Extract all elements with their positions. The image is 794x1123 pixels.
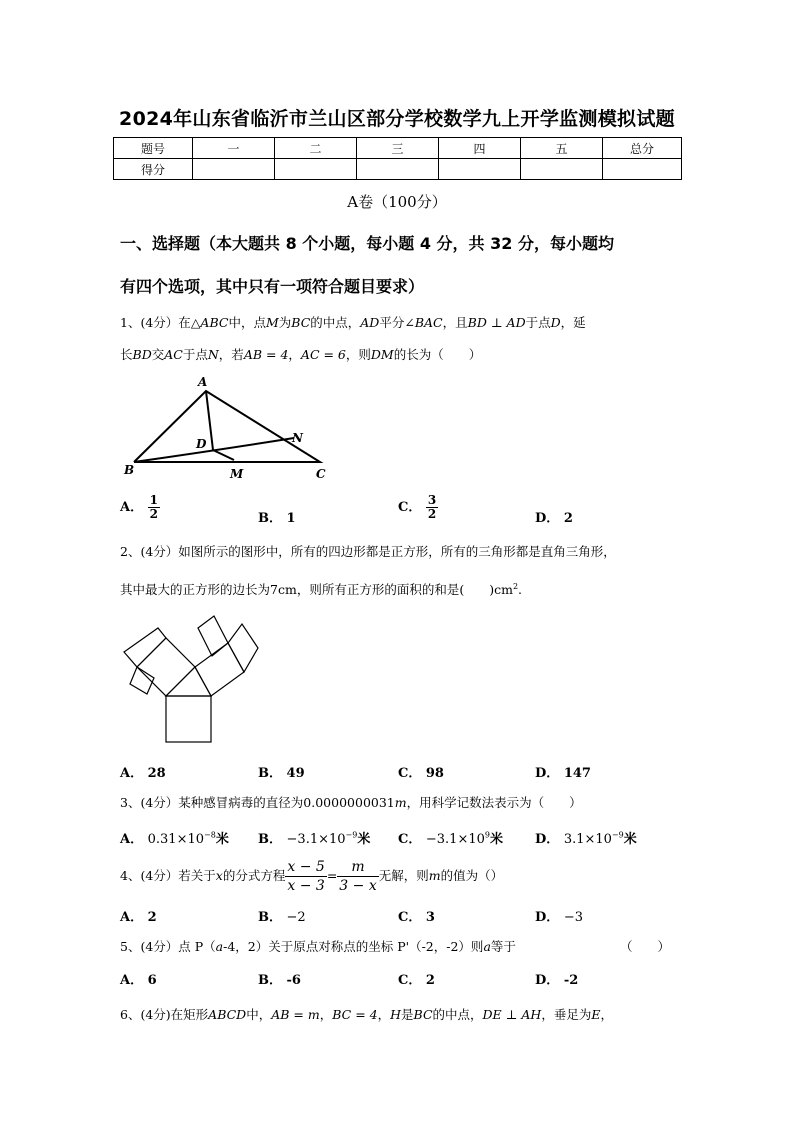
option-a[interactable]: A． $\frac{1}{2}$ [120,493,158,521]
table-cell: 四 [439,138,521,159]
option-d[interactable]: D． $3.1\times 10^{-9}$米 [535,830,637,847]
largest-square [166,696,211,742]
option-c[interactable]: C． 3 [398,910,435,925]
question-2-line2: 其中最大的正方形的边长为7cm，则所有正方形的面积的和是( )$cm^2$. [120,581,523,597]
option-b[interactable]: B． −2 [258,910,306,925]
question-1-line2: 长BD交AC于点N，若AB = 4，AC = 6，则DM的长为（ ） [120,347,482,362]
score-table-score-row [114,159,682,180]
option-d[interactable]: D． 2 [535,511,573,526]
fraction: $\frac{1}{2}$ [149,493,158,521]
table-cell: 一 [193,138,275,159]
score-entry-cell[interactable] [275,159,357,180]
right-mid-square [195,643,244,696]
label-n: N [292,431,303,445]
score-entry-cell[interactable] [603,159,682,180]
small-square-4 [198,616,228,656]
right-triangle [166,667,211,696]
option-a[interactable]: A． $0.31\times 10^{-8}$米 [120,830,229,847]
score-table [113,137,682,180]
table-cell: 总分 [603,138,682,159]
option-d[interactable]: D． -2 [535,973,579,988]
segment-ad [206,391,213,450]
label-m: M [230,467,244,481]
question-1-line1: 1、(4分）在△ABC中，点M为BC的中点，AD平分∠BAC，且BD ⊥ AD于点D，延 [120,315,586,330]
left-mid-square [137,638,195,696]
fraction: $\frac{m}{3 - x}$ [339,859,377,894]
table-cell: 三 [357,138,439,159]
triangle-outline [134,391,320,462]
part-heading-line1: 一、选择题（本大题共 8 个小题，每小题 4 分，共 32 分，每小题均 [120,234,614,253]
small-square-1 [124,628,166,667]
option-c[interactable]: C． 98 [398,766,444,781]
option-a[interactable]: A． 28 [120,766,166,781]
segment-dm [213,450,234,460]
option-d[interactable]: D． −3 [535,910,583,925]
label-a: A [198,375,208,389]
label-c: C [316,467,326,481]
question-5-line1: 5、(4分）点 P（a-4，2）关于原点对称点的坐标 P'（-2，-2）则a等于 [120,939,516,954]
label-b: B [124,463,135,477]
answer-paren: （ ） [620,939,671,954]
part-heading-line2: 有四个选项，其中只有一项符合题目要求） [120,277,425,296]
fraction: $\frac{3}{2}$ [427,493,437,521]
score-entry-cell[interactable] [357,159,439,180]
option-d[interactable]: D． 147 [535,766,591,781]
option-b[interactable]: B． 49 [258,766,305,781]
option-c[interactable]: C． $-3.1\times 10^9$米 [398,830,504,847]
question-4-line1: 4、(4分）若关于x的分式方程 $\frac{x - 5}{x - 3}$ = $\frac{m}{3 - x}$ 无解，则m的值为（） [120,859,504,894]
triangle-figure [118,372,338,484]
table-cell: 二 [275,138,357,159]
table-cell: 得分 [114,159,193,180]
fraction: $\frac{x - 5}{x - 3}$ [287,859,325,894]
score-entry-cell[interactable] [439,159,521,180]
option-a[interactable]: A． 2 [120,910,157,925]
option-c[interactable]: C． $\frac{3}{2}$ [398,493,437,521]
score-entry-cell[interactable] [193,159,275,180]
option-a[interactable]: A． 6 [120,973,157,988]
page-title: 2024年山东省临沂市兰山区部分学校数学九上开学监测模拟试题 [119,108,675,130]
score-entry-cell[interactable] [521,159,603,180]
question-3-line1: 3、(4分）某种感冒病毒的直径为0.0000000031m，用科学记数法表示为（ ） [120,795,582,810]
question-6-line1: 6、(4分)在矩形ABCD中，AB = m，BC = 4，H是BC的中点，DE ⊥ AH，垂足为E， [120,1007,613,1022]
score-table-header-row [114,138,682,159]
squares-figure [116,612,266,746]
section-heading: A卷（100分） [347,193,447,211]
option-b[interactable]: B． 1 [258,511,296,526]
table-cell: 题号 [114,138,193,159]
small-square-3 [228,624,258,672]
option-b[interactable]: B． $-3.1\times 10^{-9}$米 [258,830,371,847]
label-d: D [196,437,207,451]
question-2-line1: 2、(4分）如图所示的图形中，所有的四边形都是正方形，所有的三角形都是直角三角形， [120,544,616,559]
option-b[interactable]: B． -6 [258,973,301,988]
table-cell: 五 [521,138,603,159]
option-c[interactable]: C． 2 [398,973,435,988]
